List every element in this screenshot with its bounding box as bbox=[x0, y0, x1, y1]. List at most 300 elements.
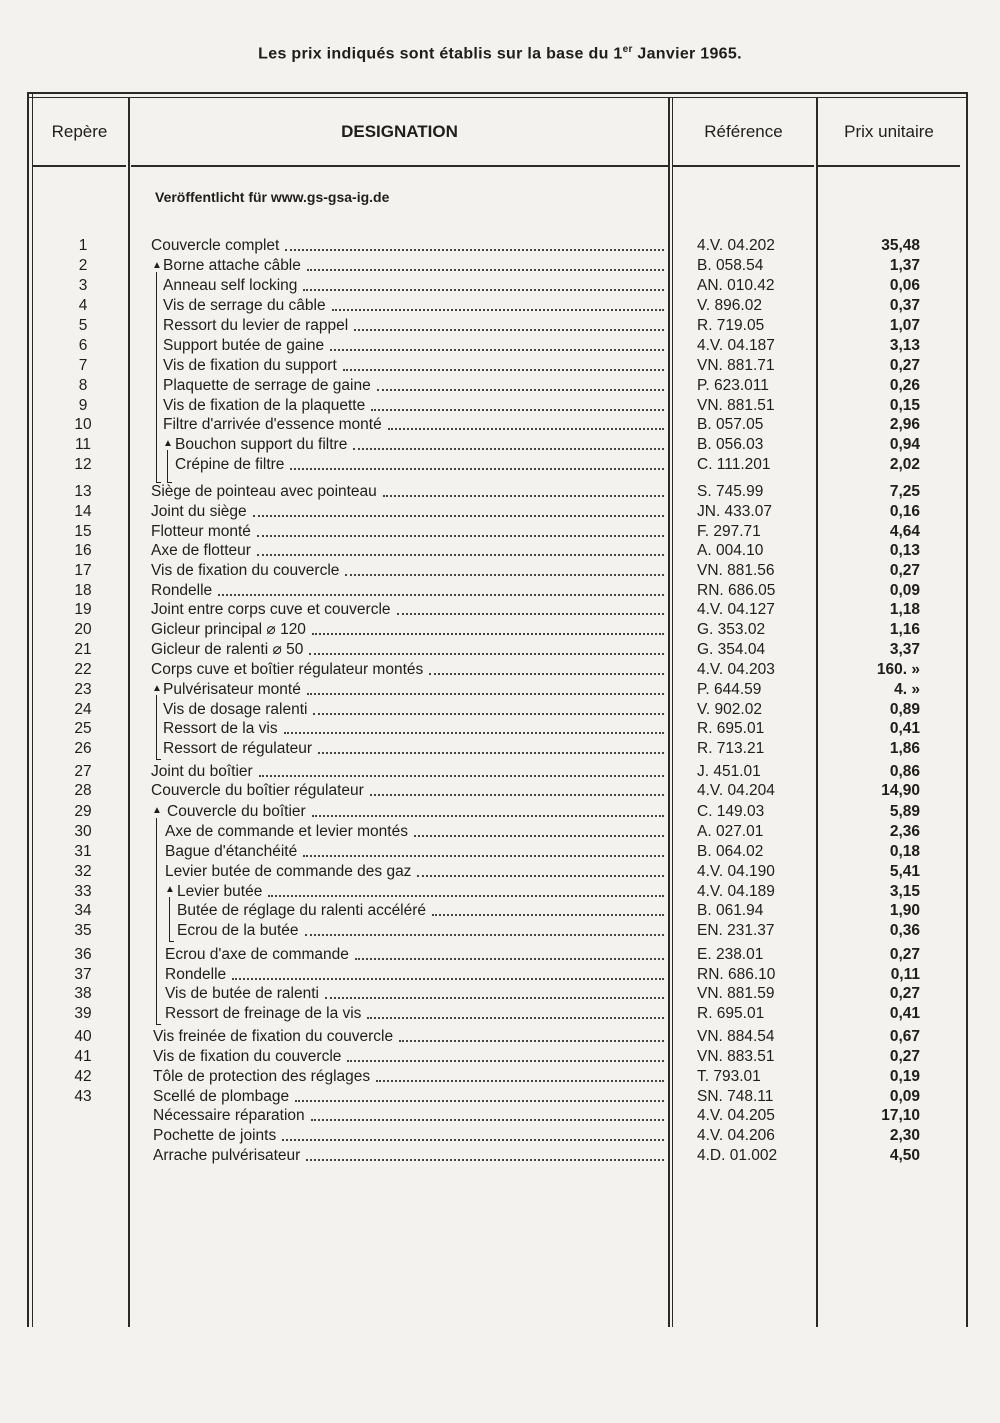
designation-line bbox=[163, 680, 667, 700]
header-reference: Référence bbox=[704, 122, 783, 141]
table-row bbox=[0, 842, 1000, 862]
repere-number: 10 bbox=[74, 416, 92, 433]
header-underline-1 bbox=[33, 165, 126, 167]
designation-text: Gicleur de ralenti ⌀ 50 bbox=[151, 641, 304, 658]
table-row bbox=[0, 1047, 1000, 1067]
dot-leader bbox=[303, 855, 664, 857]
table-top-border-inner bbox=[27, 97, 968, 98]
reference-code: 4.V. 04.127 bbox=[697, 601, 775, 618]
dot-leader bbox=[345, 574, 664, 576]
note-text-end: Janvier 1965. bbox=[632, 45, 742, 63]
designation-line bbox=[151, 502, 667, 522]
repere-number: 27 bbox=[74, 763, 92, 780]
designation-cell bbox=[163, 719, 667, 739]
designation-cell bbox=[165, 965, 667, 985]
reference-code: R. 713.21 bbox=[697, 740, 765, 757]
designation-text: Scellé de plombage bbox=[153, 1088, 290, 1105]
group-arrow-icon: ▲ bbox=[165, 884, 175, 895]
designation-cell bbox=[165, 862, 667, 882]
unit-price: 0,37 bbox=[889, 297, 920, 314]
unit-price: 0,36 bbox=[889, 922, 920, 939]
table-row bbox=[0, 522, 1000, 542]
designation-text: Bague d'étanchéité bbox=[165, 843, 298, 860]
unit-price: 160. » bbox=[876, 661, 920, 678]
reference-code: F. 297.71 bbox=[697, 523, 761, 540]
designation-text: Flotteur monté bbox=[151, 523, 251, 540]
repere-number: 15 bbox=[74, 523, 92, 540]
designation-cell bbox=[163, 739, 667, 759]
reference-code: 4.V. 04.205 bbox=[697, 1107, 775, 1124]
designation-text: Gicleur principal ⌀ 120 bbox=[151, 621, 306, 638]
dot-leader bbox=[307, 693, 664, 695]
designation-line bbox=[151, 600, 667, 620]
table-row bbox=[0, 802, 1000, 822]
header-designation: DESIGNATION bbox=[341, 122, 458, 141]
designation-text: Axe de commande et levier montés bbox=[165, 823, 408, 840]
repere-number: 42 bbox=[74, 1068, 92, 1085]
table-row bbox=[0, 882, 1000, 902]
repere-number: 38 bbox=[74, 985, 92, 1002]
reference-code: B. 064.02 bbox=[697, 843, 764, 860]
unit-price: 2,96 bbox=[889, 416, 920, 433]
table-row bbox=[0, 256, 1000, 276]
designation-cell bbox=[163, 336, 667, 356]
reference-code: 4.V. 04.204 bbox=[697, 782, 775, 799]
reference-code: 4.V. 04.202 bbox=[697, 237, 775, 254]
designation-cell bbox=[151, 561, 667, 581]
repere-number: 11 bbox=[74, 436, 92, 453]
unit-price: 0,27 bbox=[889, 357, 920, 374]
dot-leader bbox=[311, 1119, 664, 1121]
dot-leader bbox=[232, 978, 664, 980]
table-row bbox=[0, 336, 1000, 356]
designation-line bbox=[153, 1087, 667, 1107]
reference-code: R. 719.05 bbox=[697, 317, 765, 334]
unit-price: 0,06 bbox=[889, 277, 920, 294]
unit-price: 4. » bbox=[894, 681, 920, 698]
reference-code: JN. 433.07 bbox=[697, 503, 772, 520]
designation-line bbox=[153, 1067, 667, 1087]
unit-price: 1,16 bbox=[889, 621, 920, 638]
reference-code: R. 695.01 bbox=[697, 720, 765, 737]
dot-leader bbox=[303, 289, 664, 291]
table-row bbox=[0, 660, 1000, 680]
unit-price: 0,19 bbox=[889, 1068, 920, 1085]
reference-code: G. 354.04 bbox=[697, 641, 766, 658]
repere-number: 23 bbox=[74, 681, 92, 698]
table-row bbox=[0, 561, 1000, 581]
table-row bbox=[0, 376, 1000, 396]
designation-cell bbox=[163, 376, 667, 396]
designation-line bbox=[151, 482, 667, 502]
dot-leader bbox=[330, 349, 664, 351]
group-bracket bbox=[156, 272, 161, 483]
unit-price: 5,89 bbox=[889, 803, 920, 820]
unit-price: 0,67 bbox=[889, 1028, 920, 1045]
reference-code: 4.V. 04.190 bbox=[697, 863, 775, 880]
price-date-note bbox=[0, 44, 1000, 63]
designation-cell bbox=[151, 762, 667, 782]
table-row bbox=[0, 600, 1000, 620]
table-row bbox=[0, 396, 1000, 416]
unit-price: 7,25 bbox=[889, 483, 920, 500]
unit-price: 0,94 bbox=[889, 436, 920, 453]
designation-line bbox=[151, 581, 667, 601]
repere-number: 12 bbox=[74, 456, 92, 473]
designation-text: Arrache pulvérisateur bbox=[153, 1147, 301, 1164]
designation-line bbox=[163, 415, 667, 435]
designation-line bbox=[151, 640, 667, 660]
designation-line bbox=[165, 945, 667, 965]
designation-line bbox=[175, 455, 667, 475]
repere-number: 2 bbox=[78, 257, 88, 274]
unit-price: 0,89 bbox=[889, 701, 920, 718]
group-arrow-icon: ▲ bbox=[152, 683, 162, 694]
designation-cell bbox=[151, 620, 667, 640]
designation-cell bbox=[163, 296, 667, 316]
header-prix-unitaire: Prix unitaire bbox=[844, 122, 934, 141]
designation-cell bbox=[153, 1087, 667, 1107]
repere-number: 40 bbox=[74, 1028, 92, 1045]
dot-leader bbox=[282, 1139, 664, 1141]
designation-line bbox=[153, 1146, 667, 1166]
table-row bbox=[0, 1146, 1000, 1166]
unit-price: 14,90 bbox=[881, 782, 920, 799]
designation-line bbox=[177, 901, 667, 921]
designation-text: Plaquette de serrage de gaine bbox=[163, 377, 371, 394]
repere-number: 17 bbox=[74, 562, 92, 579]
designation-cell bbox=[151, 781, 667, 801]
unit-price: 0,11 bbox=[890, 966, 920, 983]
dot-leader bbox=[307, 269, 664, 271]
designation-text: Filtre d'arrivée d'essence monté bbox=[163, 416, 382, 433]
designation-line bbox=[151, 762, 667, 782]
table-row bbox=[0, 356, 1000, 376]
table-row bbox=[0, 822, 1000, 842]
designation-line bbox=[163, 316, 667, 336]
repere-number: 25 bbox=[74, 720, 92, 737]
designation-text: Couvercle du boîtier bbox=[167, 803, 306, 820]
designation-line bbox=[153, 1027, 667, 1047]
unit-price: 1,37 bbox=[889, 257, 920, 274]
dot-leader bbox=[305, 934, 664, 936]
designation-cell bbox=[163, 700, 667, 720]
designation-line bbox=[151, 541, 667, 561]
reference-code: B. 056.03 bbox=[697, 436, 764, 453]
reference-code: P. 644.59 bbox=[697, 681, 762, 698]
header-underline-2 bbox=[131, 165, 668, 167]
repere-number: 43 bbox=[74, 1088, 92, 1105]
designation-cell bbox=[151, 600, 667, 620]
designation-line bbox=[163, 700, 667, 720]
designation-text: Butée de réglage du ralenti accéléré bbox=[177, 902, 427, 919]
table-row bbox=[0, 719, 1000, 739]
designation-line bbox=[165, 862, 667, 882]
repere-number: 13 bbox=[74, 483, 92, 500]
unit-price: 17,10 bbox=[881, 1107, 920, 1124]
designation-text: Rondelle bbox=[151, 582, 213, 599]
designation-text: Ecrou d'axe de commande bbox=[165, 946, 349, 963]
repere-number: 29 bbox=[74, 803, 92, 820]
designation-cell bbox=[151, 522, 667, 542]
designation-text: Ressort du levier de rappel bbox=[163, 317, 349, 334]
table-row bbox=[0, 640, 1000, 660]
reference-code: AN. 010.42 bbox=[697, 277, 775, 294]
designation-cell bbox=[165, 1004, 667, 1024]
table-row bbox=[0, 1106, 1000, 1126]
designation-cell bbox=[165, 984, 667, 1004]
table-row bbox=[0, 680, 1000, 700]
designation-line bbox=[151, 522, 667, 542]
dot-leader bbox=[383, 495, 664, 497]
reference-code: EN. 231.37 bbox=[697, 922, 775, 939]
reference-code: E. 238.01 bbox=[697, 946, 764, 963]
reference-code: RN. 686.10 bbox=[697, 966, 776, 983]
group-bracket bbox=[167, 450, 172, 483]
designation-line bbox=[151, 781, 667, 801]
designation-line bbox=[163, 336, 667, 356]
designation-line bbox=[151, 660, 667, 680]
reference-code: C. 149.03 bbox=[697, 803, 765, 820]
designation-text: Vis de fixation du support bbox=[163, 357, 337, 374]
table-row bbox=[0, 1027, 1000, 1047]
repere-number: 33 bbox=[74, 883, 92, 900]
designation-line bbox=[163, 356, 667, 376]
designation-text: Ressort de freinage de la vis bbox=[165, 1005, 362, 1022]
designation-cell bbox=[153, 1126, 667, 1146]
designation-cell bbox=[151, 502, 667, 522]
dot-leader bbox=[399, 1040, 664, 1042]
unit-price: 35,48 bbox=[881, 237, 920, 254]
reference-code: 4.V. 04.206 bbox=[697, 1127, 775, 1144]
designation-text: Anneau self locking bbox=[163, 277, 298, 294]
repere-number: 34 bbox=[74, 902, 92, 919]
dot-leader bbox=[354, 329, 664, 331]
designation-line bbox=[163, 256, 667, 276]
dot-leader bbox=[285, 249, 664, 251]
unit-price: 4,64 bbox=[889, 523, 920, 540]
dot-leader bbox=[312, 815, 664, 817]
dot-leader bbox=[370, 794, 664, 796]
dot-leader bbox=[417, 875, 664, 877]
designation-line bbox=[165, 965, 667, 985]
designation-cell bbox=[151, 541, 667, 561]
designation-cell bbox=[153, 1106, 667, 1126]
repere-number: 28 bbox=[74, 782, 92, 799]
designation-cell bbox=[163, 415, 667, 435]
designation-cell bbox=[175, 455, 667, 475]
reference-code: VN. 881.51 bbox=[697, 397, 775, 414]
reference-code: VN. 883.51 bbox=[697, 1048, 775, 1065]
designation-line bbox=[165, 822, 667, 842]
designation-cell bbox=[175, 435, 667, 455]
designation-text: Vis de fixation de la plaquette bbox=[163, 397, 366, 414]
designation-text: Tôle de protection des réglages bbox=[153, 1068, 371, 1085]
designation-text: Vis de butée de ralenti bbox=[165, 985, 319, 1002]
unit-price: 3,13 bbox=[889, 337, 920, 354]
repere-number: 18 bbox=[74, 582, 92, 599]
unit-price: 0,27 bbox=[889, 1048, 920, 1065]
unit-price: 0,27 bbox=[889, 985, 920, 1002]
reference-code: SN. 748.11 bbox=[697, 1088, 774, 1105]
designation-text: Ressort de la vis bbox=[163, 720, 278, 737]
designation-line bbox=[163, 296, 667, 316]
note-superscript: er bbox=[622, 44, 633, 55]
repere-number: 31 bbox=[74, 843, 92, 860]
designation-line bbox=[163, 739, 667, 759]
designation-text: Axe de flotteur bbox=[151, 542, 251, 559]
reference-code: 4.D. 01.002 bbox=[697, 1147, 778, 1164]
dot-leader bbox=[367, 1017, 664, 1019]
designation-line bbox=[165, 1004, 667, 1024]
table-row bbox=[0, 296, 1000, 316]
designation-cell bbox=[151, 660, 667, 680]
designation-text: Joint entre corps cuve et couvercle bbox=[151, 601, 391, 618]
designation-cell bbox=[163, 316, 667, 336]
dot-leader bbox=[343, 369, 664, 371]
repere-number: 16 bbox=[74, 542, 92, 559]
dot-leader bbox=[259, 775, 664, 777]
watermark: Veröffentlicht für www.gs-gsa-ig.de bbox=[155, 189, 390, 205]
reference-code: B. 057.05 bbox=[697, 416, 764, 433]
table-row bbox=[0, 435, 1000, 455]
unit-price: 1,90 bbox=[889, 902, 920, 919]
dot-leader bbox=[253, 515, 664, 517]
dot-leader bbox=[257, 535, 664, 537]
dot-leader bbox=[371, 409, 664, 411]
table-row bbox=[0, 739, 1000, 759]
reference-code: C. 111.201 bbox=[697, 456, 771, 473]
table-row bbox=[0, 781, 1000, 801]
designation-line bbox=[153, 1047, 667, 1067]
unit-price: 1,86 bbox=[889, 740, 920, 757]
unit-price: 1,18 bbox=[889, 601, 920, 618]
repere-number: 36 bbox=[74, 946, 92, 963]
repere-number: 14 bbox=[74, 503, 92, 520]
reference-code: A. 004.10 bbox=[697, 542, 764, 559]
designation-text: Support butée de gaine bbox=[163, 337, 325, 354]
designation-line bbox=[153, 1106, 667, 1126]
group-arrow-icon: ▲ bbox=[163, 438, 173, 449]
repere-number: 5 bbox=[78, 317, 88, 334]
designation-cell bbox=[177, 882, 667, 902]
designation-cell bbox=[165, 842, 667, 862]
table-row bbox=[0, 945, 1000, 965]
unit-price: 3,15 bbox=[889, 883, 920, 900]
designation-cell bbox=[167, 802, 667, 822]
unit-price: 0,26 bbox=[889, 377, 920, 394]
unit-price: 4,50 bbox=[889, 1147, 920, 1164]
dot-leader bbox=[309, 653, 664, 655]
unit-price: 2,36 bbox=[889, 823, 920, 840]
unit-price: 0,41 bbox=[889, 720, 920, 737]
unit-price: 0,15 bbox=[889, 397, 920, 414]
table-row bbox=[0, 276, 1000, 296]
repere-number: 22 bbox=[74, 661, 92, 678]
note-text: Les prix indiqués sont établis sur la base du 1 bbox=[258, 45, 623, 63]
reference-code: P. 623.011 bbox=[697, 377, 769, 394]
designation-cell bbox=[151, 482, 667, 502]
designation-text: Levier butée bbox=[177, 883, 263, 900]
table-row bbox=[0, 984, 1000, 1004]
dot-leader bbox=[257, 554, 664, 556]
designation-text: Levier butée de commande des gaz bbox=[165, 863, 412, 880]
header-underline-3 bbox=[673, 165, 814, 167]
dot-leader bbox=[306, 1159, 664, 1161]
header-underline-4 bbox=[818, 165, 960, 167]
reference-code: VN. 881.56 bbox=[697, 562, 775, 579]
dot-leader bbox=[432, 914, 664, 916]
designation-cell bbox=[151, 581, 667, 601]
designation-text: Corps cuve et boîtier régulateur montés bbox=[151, 661, 424, 678]
designation-cell bbox=[177, 921, 667, 941]
designation-cell bbox=[163, 256, 667, 276]
dot-leader bbox=[325, 997, 664, 999]
table-row bbox=[0, 901, 1000, 921]
dot-leader bbox=[313, 713, 664, 715]
reference-code: 4.V. 04.189 bbox=[697, 883, 775, 900]
table-row bbox=[0, 316, 1000, 336]
repere-number: 24 bbox=[74, 701, 92, 718]
repere-number: 30 bbox=[74, 823, 92, 840]
designation-text: Pulvérisateur monté bbox=[163, 681, 301, 698]
designation-text: Vis de fixation du couvercle bbox=[153, 1048, 342, 1065]
dot-leader bbox=[414, 835, 664, 837]
designation-line bbox=[165, 842, 667, 862]
dot-leader bbox=[284, 732, 664, 734]
designation-cell bbox=[153, 1067, 667, 1087]
designation-cell bbox=[153, 1047, 667, 1067]
repere-number: 39 bbox=[74, 1005, 92, 1022]
dot-leader bbox=[318, 752, 664, 754]
table-row bbox=[0, 502, 1000, 522]
dot-leader bbox=[347, 1060, 664, 1062]
repere-number: 32 bbox=[74, 863, 92, 880]
unit-price: 0,86 bbox=[889, 763, 920, 780]
designation-text: Couvercle complet bbox=[151, 237, 280, 254]
designation-cell bbox=[151, 640, 667, 660]
dot-leader bbox=[268, 895, 664, 897]
repere-number: 7 bbox=[78, 357, 88, 374]
unit-price: 2,02 bbox=[889, 456, 920, 473]
table-row bbox=[0, 1067, 1000, 1087]
reference-code: G. 353.02 bbox=[697, 621, 766, 638]
designation-text: Bouchon support du filtre bbox=[175, 436, 348, 453]
designation-line bbox=[165, 984, 667, 1004]
repere-number: 21 bbox=[74, 641, 92, 658]
designation-cell bbox=[177, 901, 667, 921]
designation-cell bbox=[165, 945, 667, 965]
designation-cell bbox=[163, 396, 667, 416]
reference-code: VN. 881.71 bbox=[697, 357, 775, 374]
dot-leader bbox=[377, 389, 664, 391]
repere-number: 8 bbox=[78, 377, 88, 394]
dot-leader bbox=[397, 613, 664, 615]
designation-line bbox=[167, 802, 667, 822]
reference-code: J. 451.01 bbox=[697, 763, 761, 780]
designation-text: Joint du boîtier bbox=[151, 763, 253, 780]
designation-line bbox=[163, 719, 667, 739]
table-row bbox=[0, 762, 1000, 782]
designation-text: Rondelle bbox=[165, 966, 227, 983]
reference-code: R. 695.01 bbox=[697, 1005, 765, 1022]
table-row bbox=[0, 1004, 1000, 1024]
designation-line bbox=[177, 882, 667, 902]
reference-code: T. 793.01 bbox=[697, 1068, 761, 1085]
reference-code: B. 061.94 bbox=[697, 902, 764, 919]
table-row bbox=[0, 581, 1000, 601]
designation-text: Borne attache câble bbox=[163, 257, 301, 274]
